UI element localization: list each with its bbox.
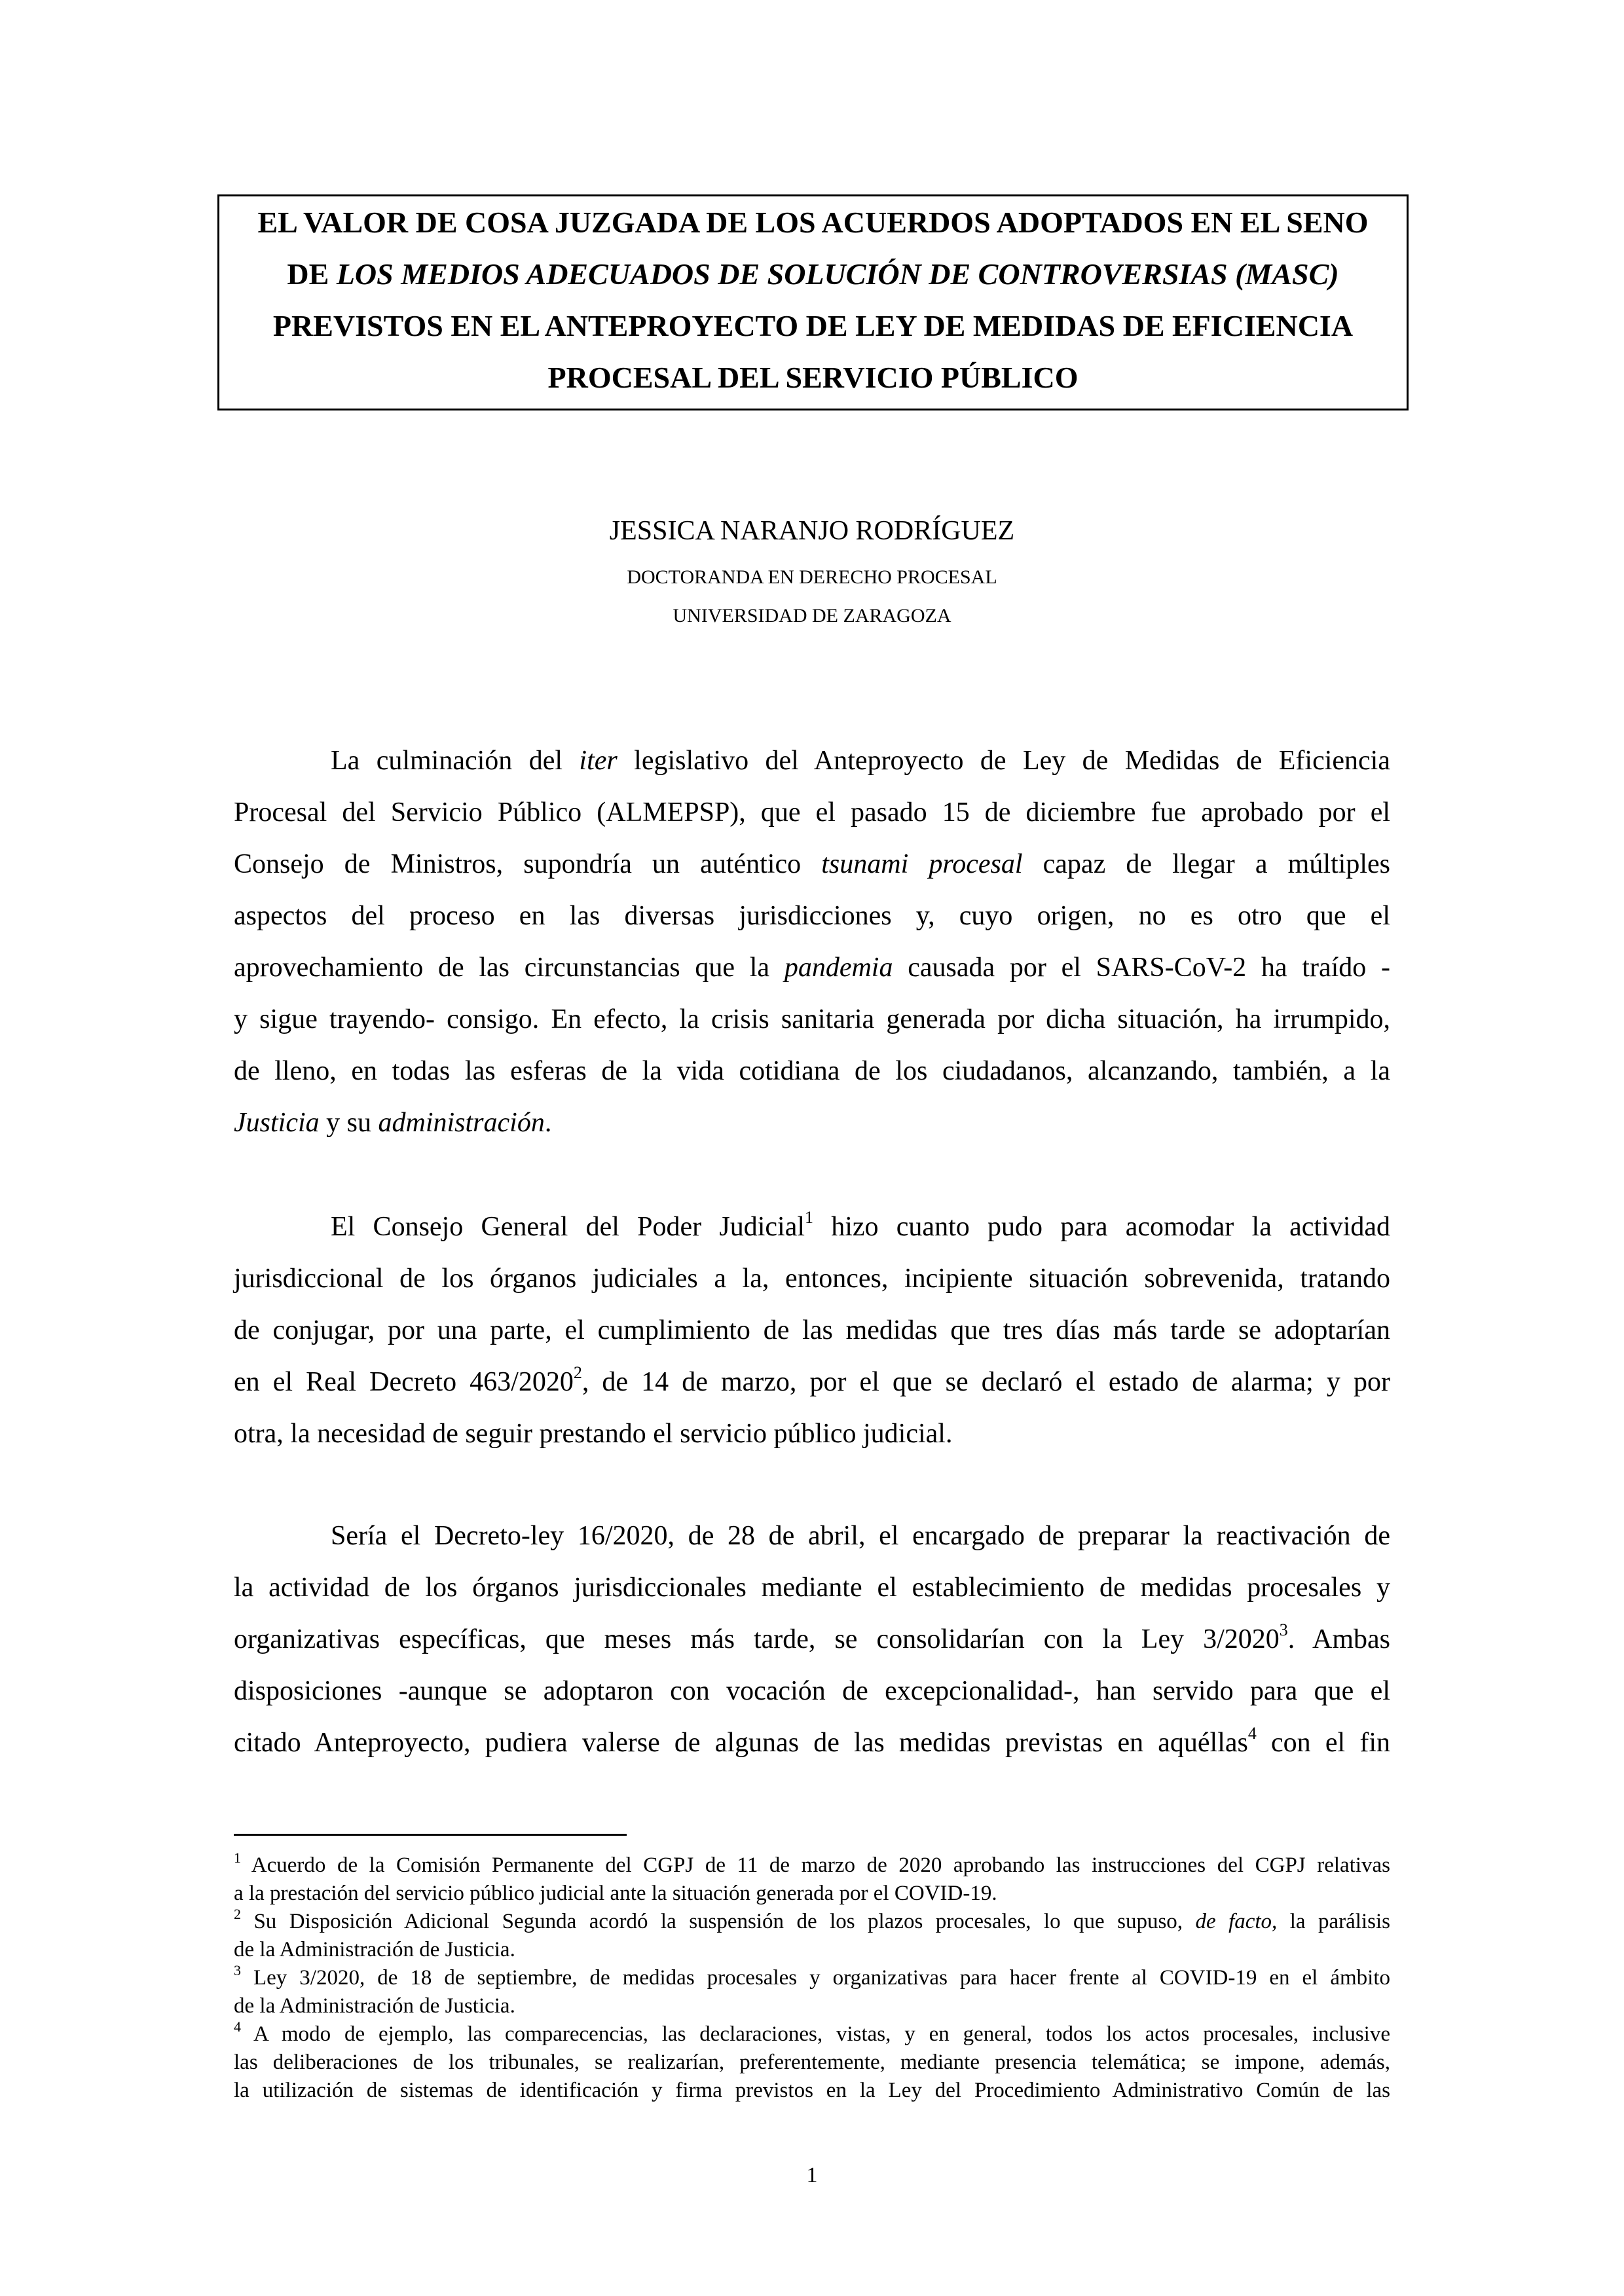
author-role: DOCTORANDA EN DERECHO PROCESAL <box>627 566 997 588</box>
title-line-2 <box>219 248 1407 300</box>
paragraph-line: en el Real Decreto 463/2020$^2$, de 14 de marzo, por el que se declaró el estado de alarma; y por <box>234 1363 1390 1397</box>
paragraph-line: citado Anteproyecto, pudiera valerse de algunas de las medidas previstas en aquéllas$^4$ con el fin <box>234 1724 1390 1758</box>
footnote-ref-3[interactable]: 3 <box>1279 1620 1288 1639</box>
paragraph-line: aspectos del proceso en las diversas jurisdicciones y, cuyo origen, no es otro que el <box>234 901 1390 931</box>
title-line-2-prefix: DE <box>287 257 337 291</box>
paragraph-line: Consejo de Ministros, supondría un auténtico tsunami procesal capaz de llegar a múltiples <box>234 849 1390 879</box>
paragraph-line: y sigue trayendo- consigo. En efecto, la crisis sanitaria generada por dicha situación, ha irrumpido, <box>234 1004 1390 1034</box>
footnote-number: 2 <box>234 1906 241 1922</box>
author-name: JESSICA NARANJO RODRÍGUEZ <box>609 516 1015 546</box>
paragraph-line: de lleno, en todas las esferas de la vida cotidiana de los ciudadanos, alcanzando, también, a la <box>234 1056 1390 1086</box>
paragraph-line: aprovechamiento de las circunstancias que la pandemia causada por el SARS-CoV-2 ha traído - <box>234 953 1391 983</box>
title-line-2-italic: LOS MEDIOS ADECUADOS DE SOLUCIÓN DE CONTROVERSIAS (MASC) <box>336 257 1339 291</box>
footnote-4: $^4$ A modo de ejemplo, las comparecencias, las declaraciones, vistas, y en general, todos los actos procesales, inclusive las deliberaciones de los tribunales, se realizarían, preferentemente, mediante presencia telemática; se impone, además, la utilización de sistemas de identificación y firma previstos en la Ley del Procedimiento Administrativo Común de las <box>234 2018 1390 2102</box>
paragraph-3 <box>234 1510 1390 1769</box>
document-title <box>219 196 1407 403</box>
title-line-1: EL VALOR DE COSA JUZGADA DE LOS ACUERDOS ADOPTADOS EN EL SENO <box>257 206 1369 239</box>
title-box <box>217 194 1409 410</box>
footnote-number: 3 <box>234 1962 241 1978</box>
title-line-3: PREVISTOS EN EL ANTEPROYECTO DE LEY DE MEDIDAS DE EFICIENCIA <box>272 309 1354 342</box>
footnote-ref-4[interactable]: 4 <box>1247 1724 1257 1743</box>
paragraph-line: El Consejo General del Poder Judicial$^1$ hizo cuanto pudo para acomodar la actividad <box>331 1208 1391 1242</box>
author-affiliation: UNIVERSIDAD DE ZARAGOZA <box>673 605 951 627</box>
title-line-4: PROCESAL DEL SERVICIO PÚBLICO <box>547 361 1079 394</box>
paragraph-line: Justicia y su administración. <box>234 1108 552 1138</box>
paragraph-line: la actividad de los órganos jurisdiccionales mediante el establecimiento de medidas procesales y <box>234 1573 1390 1603</box>
page-number: 1 <box>806 2163 818 2187</box>
paragraph-line: jurisdiccional de los órganos judiciales a la, entonces, incipiente situación sobrevenida, tratando <box>234 1264 1390 1294</box>
paragraph-line: de conjugar, por una parte, el cumplimiento de las medidas que tres días más tarde se adoptarían <box>234 1315 1390 1345</box>
paragraph-line: otra, la necesidad de seguir prestando el servicio público judicial. <box>234 1419 953 1449</box>
footnote-1: $^1$ Acuerdo de la Comisión Permanente del CGPJ de 11 de marzo de 2020 aprobando las instrucciones del CGPJ relativas a la prestación del servicio público judicial ante la situación generada por el COVID-19. <box>234 1850 1390 1905</box>
footnote-number: 4 <box>234 2018 241 2035</box>
paragraph-line: disposiciones -aunque se adoptaron con vocación de excepcionalidad-, han servido para que el <box>234 1676 1390 1706</box>
footnotes <box>234 1851 1390 2105</box>
paragraph-line: Procesal del Servicio Público (ALMEPSP), que el pasado 15 de diciembre fue aprobado por el <box>234 797 1390 828</box>
footnote-separator <box>234 1834 627 1836</box>
footnote-ref-1[interactable]: 1 <box>805 1208 814 1227</box>
footnote-number: 1 <box>234 1850 241 1866</box>
footnote-3: $^3$ Ley 3/2020, de 18 de septiembre, de medidas procesales y organizativas para hacer frente al COVID-19 en el ámbito de la Administración de Justicia. <box>234 1962 1390 2018</box>
paragraph-line: organizativas específicas, que meses más tarde, se consolidarían con la Ley 3/2020$^3$. Ambas <box>234 1620 1390 1654</box>
footnote-2: $^2$ Su Disposición Adicional Segunda acordó la suspensión de los plazos procesales, lo que supuso, de facto, la parálisis de la Administración de Justicia. <box>234 1906 1390 1961</box>
paragraph-2 <box>234 1201 1390 1460</box>
paragraph-line: Sería el Decreto-ley 16/2020, de 28 de abril, el encargado de preparar la reactivación de <box>331 1521 1390 1551</box>
footnote-ref-2[interactable]: 2 <box>573 1363 582 1382</box>
paragraph-line: La culminación del iter legislativo del Anteproyecto de Ley de Medidas de Eficiencia <box>331 746 1390 776</box>
paragraph-1 <box>234 735 1390 1149</box>
